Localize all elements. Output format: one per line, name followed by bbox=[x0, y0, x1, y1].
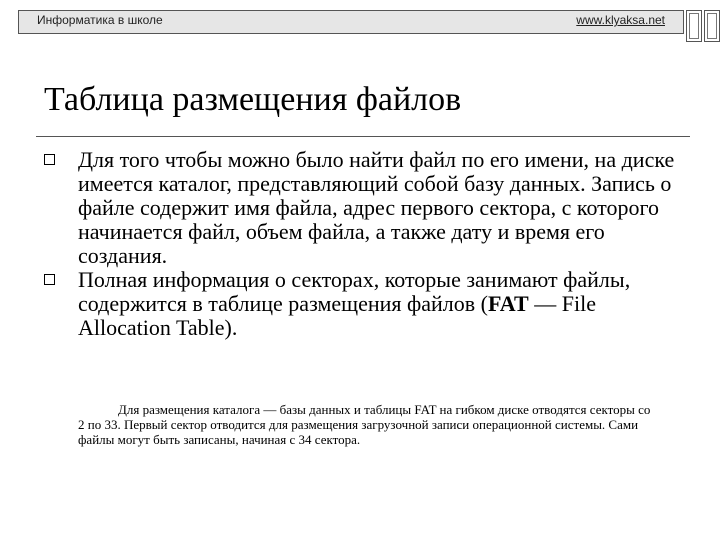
title-divider bbox=[36, 136, 690, 137]
header-bar bbox=[18, 10, 684, 34]
bullet-text-bold: FAT bbox=[488, 291, 529, 316]
bullet-item bbox=[42, 148, 692, 268]
footnote-paragraph: Для размещения каталога — базы данных и таблицы FAT на гибком диске отводятся секторы со 2 по 33. Первый сектор отводится для размещения загрузочной записи операционной системы. Сами файлы могут быть записаны, начиная с 34 сектора. bbox=[78, 402, 651, 447]
bullet-text-after: — File Allocation Table). bbox=[78, 291, 596, 340]
bullet-text-before: Полная информация о секторах, которые занимают файлы, содержится в таблице размещения файлов ( bbox=[78, 267, 631, 316]
square-bullet-icon bbox=[44, 274, 55, 285]
page-title: Таблица размещения файлов bbox=[44, 81, 462, 118]
bullet-text bbox=[78, 267, 630, 340]
bullet-item bbox=[42, 268, 692, 340]
bullet-list bbox=[42, 148, 692, 340]
corner-decoration bbox=[686, 10, 702, 42]
bullet-text: Для того чтобы можно было найти файл по его имени, на диске имеется каталог, представляющий собой базу данных. Запись о файле содержит имя файла, адрес первого сектора, с которого начинается файл, объем файла, а также дату и время его создания. bbox=[78, 147, 675, 268]
corner-decoration bbox=[704, 10, 720, 42]
header-site-name: Информатика в школе bbox=[37, 13, 163, 27]
square-bullet-icon bbox=[44, 154, 55, 165]
header-url[interactable]: www.klyaksa.net bbox=[576, 13, 665, 27]
